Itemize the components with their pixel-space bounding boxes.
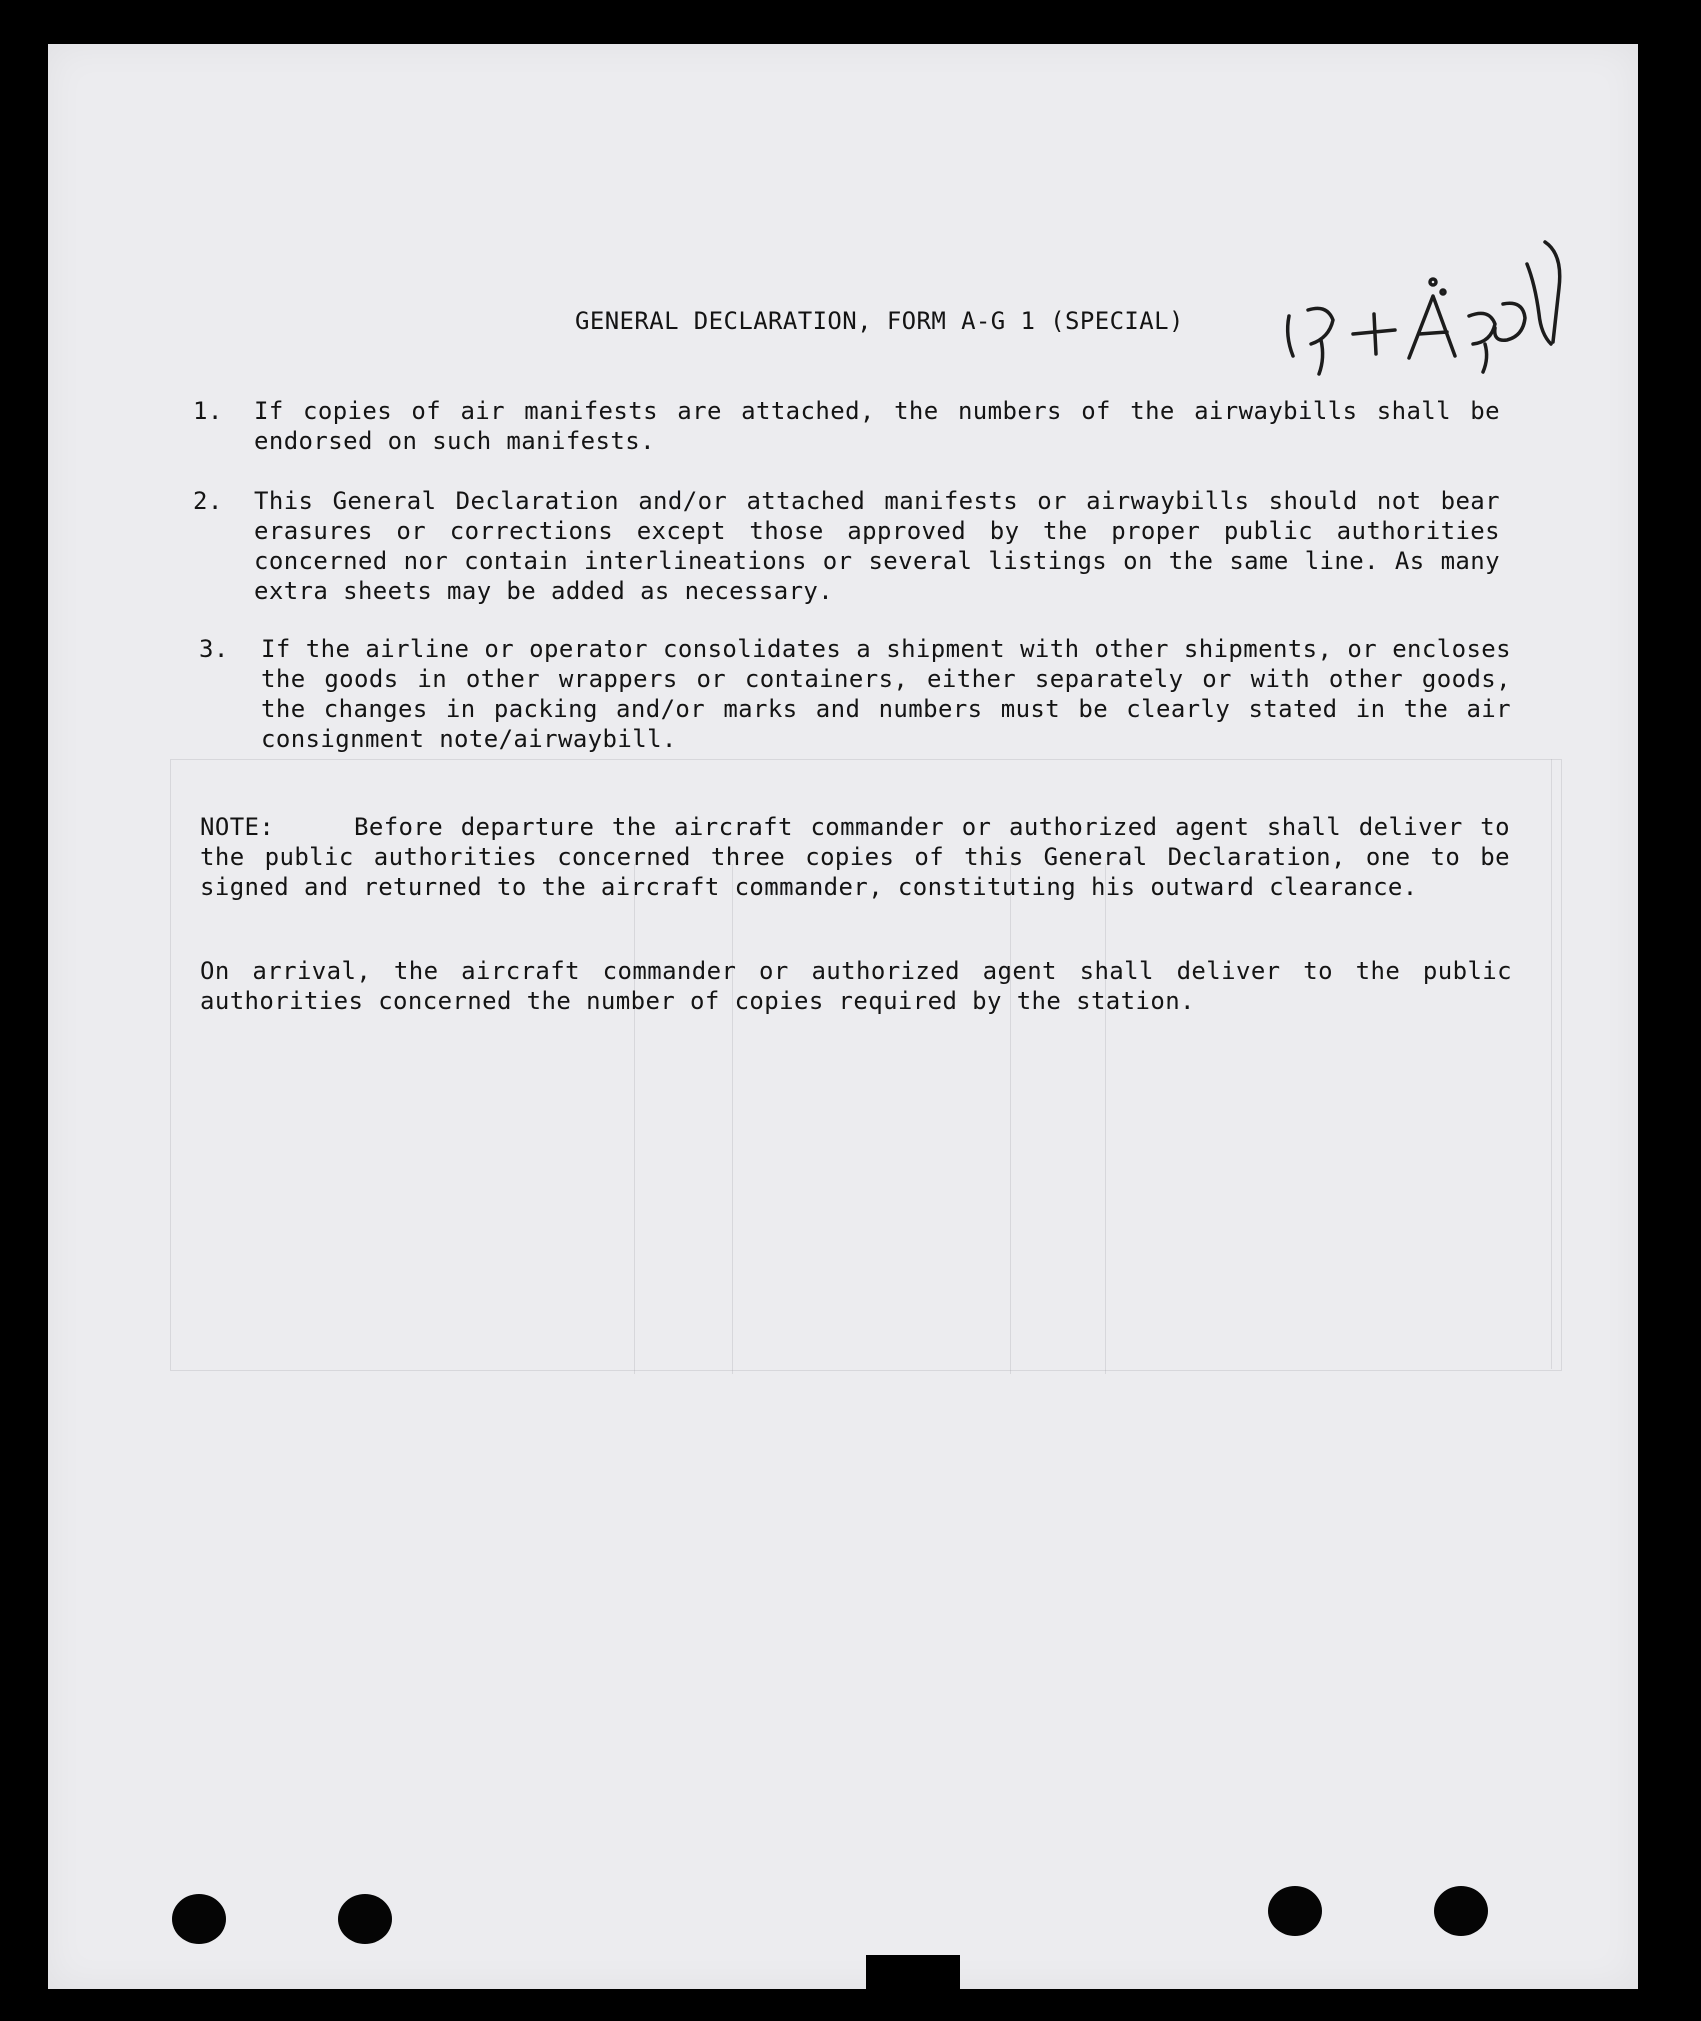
note-body: Before departure the aircraft commander or authorized agent shall deliver to the public authorities concerned three copies of this General Declaration, one to be signed and returned to the aircraft commander, constituting his outward clearance. xyxy=(200,813,1510,901)
item-number: 3. xyxy=(199,635,229,663)
note-label: NOTE: xyxy=(200,813,275,841)
punch-hole xyxy=(172,1894,226,1944)
arrival-paragraph: On arrival, the aircraft commander or authorized agent shall deliver to the public authorities concerned the number of copies required by the station. xyxy=(200,957,1512,1015)
item-number: 1. xyxy=(193,397,223,425)
item-number: 2. xyxy=(193,487,223,515)
item-text: If copies of air manifests are attached, the numbers of the airwaybills shall be endorsed on such manifests. xyxy=(254,397,1500,455)
note-paragraph xyxy=(200,812,1512,942)
handwritten-annotation xyxy=(1263,224,1593,424)
binder-tab xyxy=(866,1955,960,2021)
document-title: GENERAL DECLARATION, FORM A-G 1 (SPECIAL) xyxy=(575,307,1184,335)
punch-hole xyxy=(1434,1886,1488,1936)
document-page xyxy=(48,44,1638,1989)
note-text xyxy=(200,812,1510,902)
item-text: If the airline or operator consolidates a shipment with other shipments, or encloses the goods in other wrappers or containers, either separately or with other goods, the changes in packing and/or marks and numbers must be clearly stated in the air consignment note/airwaybill. xyxy=(261,635,1511,753)
item-text: This General Declaration and/or attached manifests or airwaybills should not bear erasures or corrections except those approved by the proper public authorities concerned nor contain interlineations or several listings on the same line. As many extra sheets may be added as necessary. xyxy=(254,487,1500,605)
punch-hole xyxy=(338,1894,392,1944)
bleed-through-column-rule xyxy=(1551,759,1552,1369)
punch-hole xyxy=(1268,1886,1322,1936)
